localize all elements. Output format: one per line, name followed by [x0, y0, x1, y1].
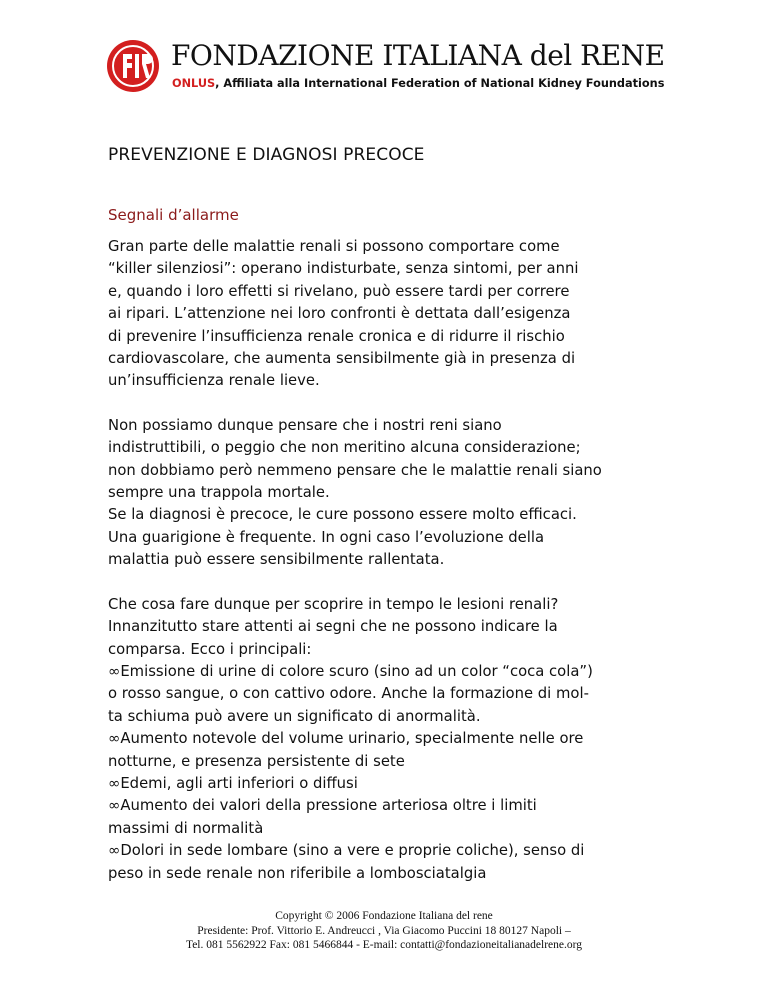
organization-name: FONDAZIONE ITALIANA del RENE: [171, 39, 665, 72]
footer-contacts: Tel. 081 5562922 Fax: 081 5466844 - E-mail: contatti@fondazioneitalianadelrene.org: [185, 939, 582, 951]
list-item: ∞Edemi, agli arti inferiori o diffusi: [108, 774, 358, 792]
text-line: di prevenire l’insufficienza renale cronica e di ridurre il rischio: [108, 327, 565, 345]
onlus-label: ONLUS: [172, 77, 216, 90]
text-line: Se la diagnosi è precoce, le cure possono essere molto efficaci.: [108, 506, 577, 524]
text-line: ai ripari. L’attenzione nei loro confronti è dettata dall’esigenza: [108, 305, 571, 323]
text-line: un’insufficienza renale lieve.: [108, 372, 320, 390]
text-line: comparsa. Ecco i principali:: [108, 640, 312, 658]
text-line: malattia può essere sensibilmente rallentata.: [108, 551, 445, 569]
text-line: non dobbiamo però nemmeno pensare che le malattie renali siano: [108, 461, 602, 479]
text-line: peso in sede renale non riferibile a lombosciatalgia: [108, 864, 487, 882]
page-title: PREVENZIONE E DIAGNOSI PRECOCE: [108, 145, 425, 165]
text-line: sempre una trappola mortale.: [108, 484, 330, 502]
body-text: [108, 236, 678, 907]
section-heading: Segnali d’allarme: [108, 206, 239, 224]
text-line: Che cosa fare dunque per scoprire in tempo le lesioni renali?: [108, 595, 559, 613]
text-line: Gran parte delle malattie renali si possono comportare come: [108, 238, 560, 255]
text-line: o rosso sangue, o con cattivo odore. Anche la formazione di mol-: [108, 685, 589, 703]
text-line: “killer silenziosi”: operano indisturbate, senza sintomi, per anni: [108, 260, 579, 278]
text-line: cardiovascolare, che aumenta sensibilmente già in presenza di: [108, 350, 576, 368]
text-line: e, quando i loro effetti si rivelano, può essere tardi per correre: [108, 282, 570, 300]
list-item: ∞Emissione di urine di colore scuro (sino ad un color “coca cola”): [108, 662, 593, 680]
paragraph-3: [108, 594, 678, 885]
text-line: notturne, e presenza persistente di sete: [108, 752, 405, 770]
fir-kidney-logo-icon: [105, 38, 161, 94]
text-line: Non possiamo dunque pensare che i nostri reni siano: [108, 416, 502, 434]
list-item: ∞Aumento notevole del volume urinario, specialmente nelle ore: [108, 730, 584, 748]
paragraph-1: [108, 236, 678, 393]
page-footer: [0, 909, 768, 953]
letterhead: [105, 33, 665, 95]
text-line: ta schiuma può avere un significato di anormalità.: [108, 707, 481, 725]
paragraph-2: [108, 415, 678, 572]
footer-copyright: Copyright © 2006 Fondazione Italiana del rene: [275, 910, 493, 922]
text-line: Innanzitutto stare attenti ai segni che ne possono indicare la: [108, 618, 558, 636]
footer-president: Presidente: Prof. Vittorio E. Andreucci , Via Giacomo Puccini 18 80127 Napoli –: [197, 924, 571, 937]
list-item: ∞Dolori in sede lombare (sino a vere e proprie coliche), senso di: [108, 842, 585, 860]
affiliation-text: , Affiliata alla International Federation of National Kidney Foundations: [215, 77, 665, 90]
organization-affiliation: [172, 77, 664, 90]
list-item: ∞Aumento dei valori della pressione arteriosa oltre i limiti: [108, 797, 537, 815]
text-line: indistruttibili, o peggio che non meritino alcuna considerazione;: [108, 439, 581, 457]
text-line: Una guarigione è frequente. In ogni caso l’evoluzione della: [108, 528, 545, 546]
text-line: massimi di normalità: [108, 819, 264, 837]
